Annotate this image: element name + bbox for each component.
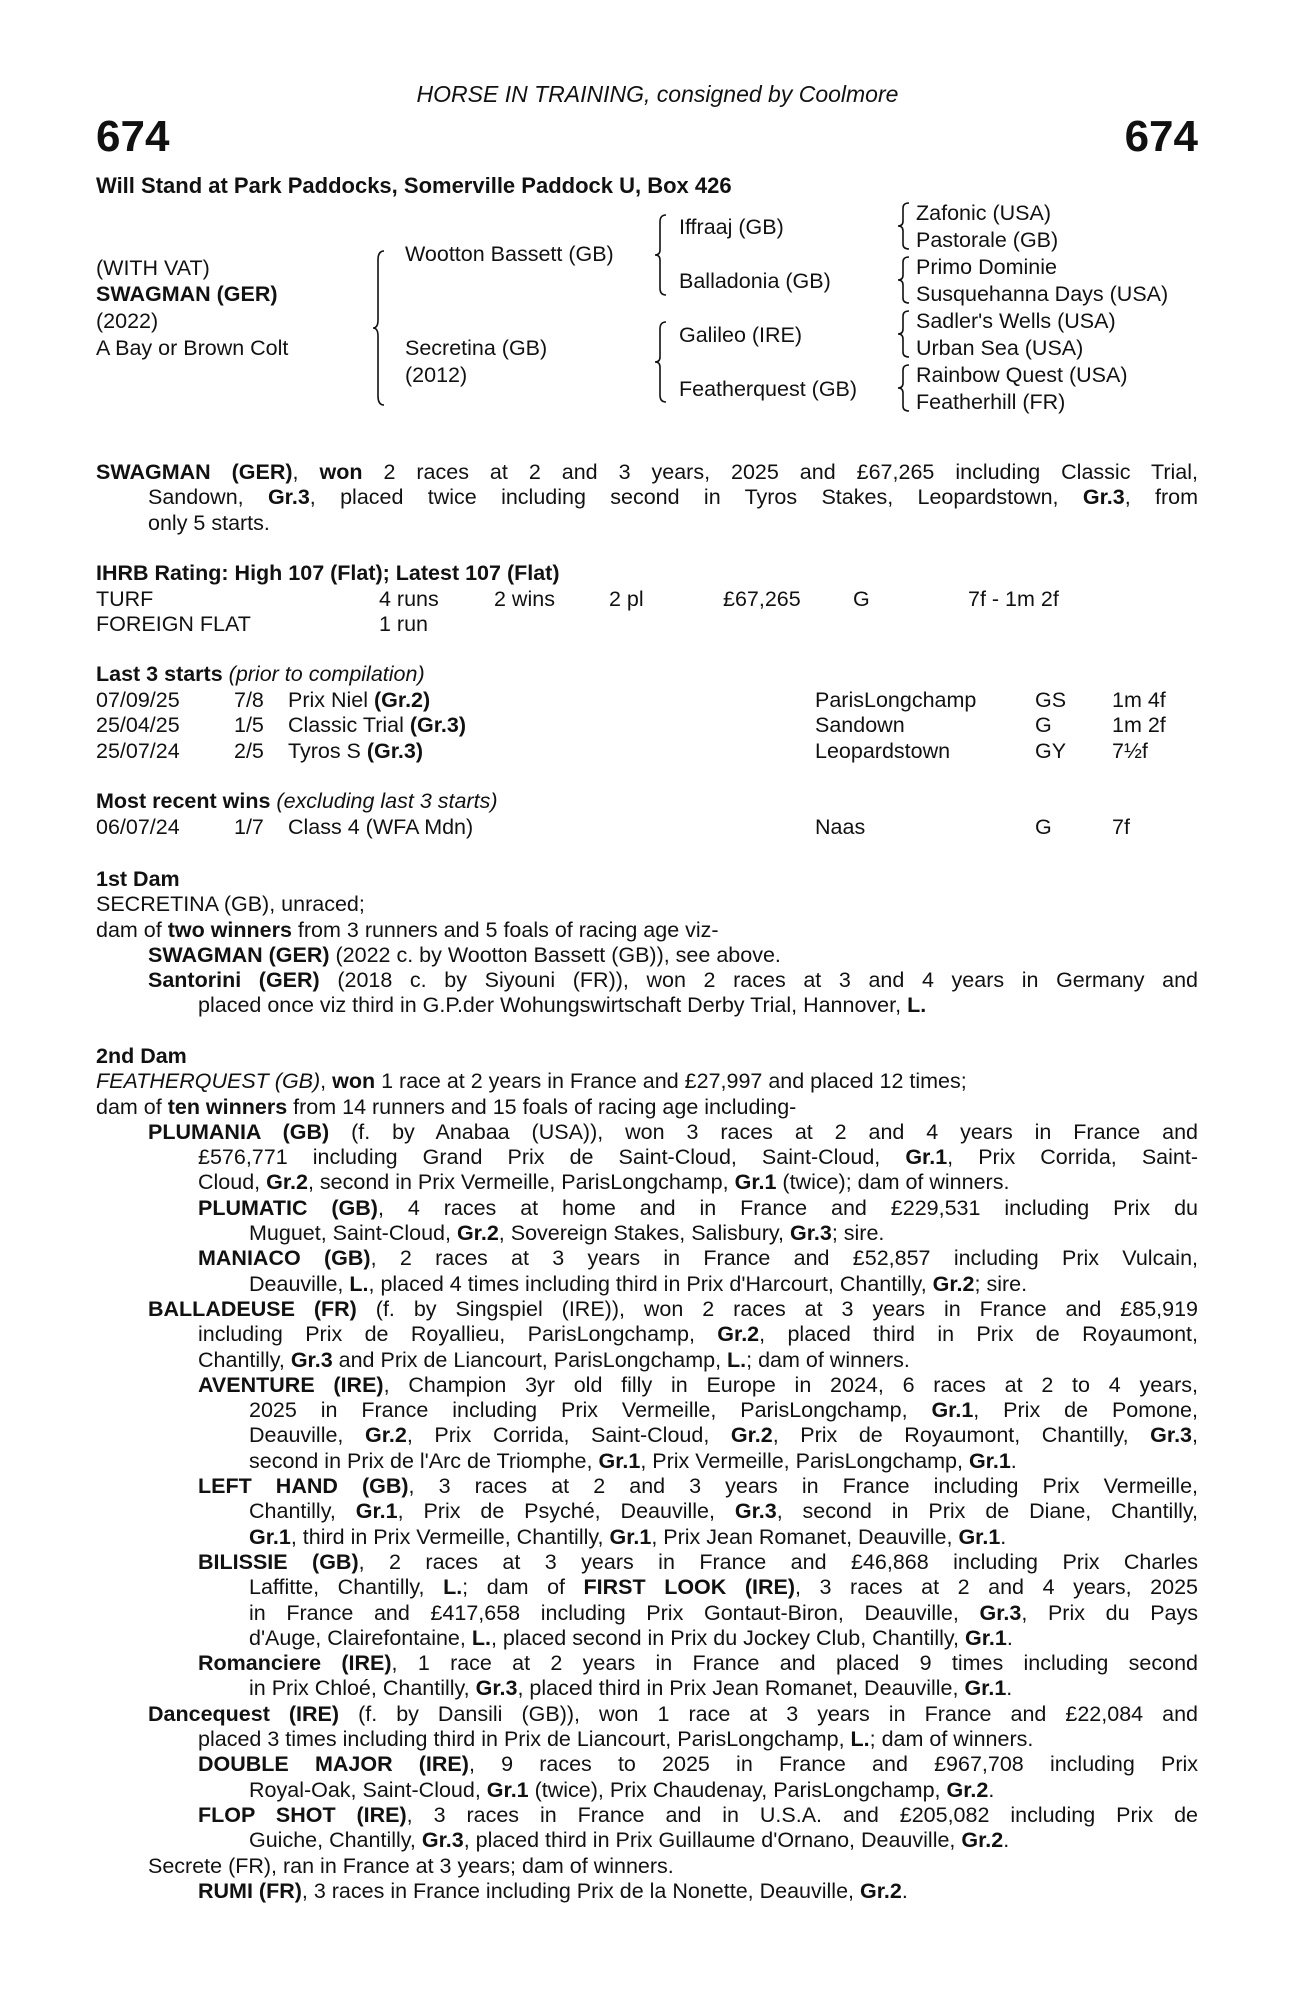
paragraph: [96, 1651, 1198, 1702]
start-course: ParisLongchamp: [815, 688, 977, 712]
paragraph: [96, 1803, 1198, 1854]
paragraph: [96, 968, 1198, 1019]
text: , 9 races to 2025 in France and £967,708 including Prix: [468, 1752, 1199, 1777]
paragraph: [96, 943, 1198, 968]
rating-prize: £67,265: [723, 587, 801, 611]
text: .: [1003, 1828, 1010, 1853]
text-line: [96, 460, 1198, 485]
second-dam-section: [96, 1044, 1198, 1904]
lot-number-left: 674: [96, 112, 170, 161]
text: , 3 races at 2 and 3 years in France including Prix Vermeille,: [408, 1474, 1198, 1499]
text-line: [249, 1398, 1198, 1423]
text: , placed second in Prix du Jockey Club, Chantilly,: [490, 1625, 965, 1650]
text: , placed 4 times including third in Prix d'Harcourt, Chantilly,: [368, 1271, 933, 1296]
text: (twice), Prix Chaudenay, ParisLongchamp,: [528, 1777, 947, 1802]
text: , 4 races at home and in France and £229,531 including Prix du: [377, 1195, 1198, 1220]
text: , 3 races in France and in U.S.A. and £205,082 including Prix de: [406, 1802, 1198, 1827]
text: only 5 starts.: [148, 510, 270, 535]
text: from 14 runners and 15 foals of racing age including-: [287, 1094, 797, 1119]
bold-text: Gr.1: [968, 1448, 1011, 1473]
paragraph: [96, 1120, 1198, 1196]
horse-description: A Bay or Brown Colt: [96, 336, 289, 360]
dam-brace-icon: [654, 321, 668, 403]
paragraph: [96, 1196, 1198, 1247]
text: .: [988, 1777, 995, 1802]
start-going: GY: [1035, 738, 1067, 763]
paragraph: [96, 1095, 1198, 1120]
text-line: [249, 1525, 1198, 1550]
bold-text: L.: [727, 1347, 747, 1372]
text-line: [96, 1095, 1198, 1120]
start-race: [288, 713, 466, 738]
text: , Prix du Pays: [1021, 1600, 1198, 1625]
text: .: [1010, 1448, 1017, 1473]
race-record-summary: [96, 460, 1198, 536]
text: including Prix de Royallieu, ParisLongchamp,: [198, 1322, 718, 1347]
bold-text: Gr.1: [355, 1499, 398, 1524]
bold-text: two winners: [167, 917, 292, 942]
bold-text: BALLADEUSE (FR): [148, 1296, 357, 1321]
bold-text: ten winners: [167, 1094, 288, 1119]
bold-text: FLOP SHOT (IRE): [198, 1802, 407, 1827]
bold-text: Gr.1: [964, 1676, 1007, 1701]
text-line: [249, 1221, 1198, 1246]
start-position: 1/5: [234, 713, 264, 738]
text: , Prix de Pomone,: [973, 1398, 1198, 1423]
text: , from: [1124, 485, 1198, 510]
text-line: [249, 1601, 1198, 1626]
start-date: 07/09/25: [96, 688, 180, 712]
bold-text: Gr.3: [290, 1347, 333, 1372]
text-line: [96, 918, 1198, 943]
paragraph: [96, 1550, 1198, 1651]
race-grade: (Gr.3): [366, 738, 424, 763]
text-line: [148, 943, 1198, 968]
dam: Secretina (GB): [405, 336, 548, 360]
catalogue-title: HORSE IN TRAINING, consigned by Coolmore: [416, 81, 899, 107]
start-going: G: [1035, 815, 1052, 839]
bold-text: Gr.3: [979, 1600, 1022, 1625]
text-line: [198, 1474, 1198, 1499]
gen4-ancestor: Featherhill (FR): [916, 390, 1066, 414]
race-name: Class 4 (WFA Mdn): [288, 815, 474, 839]
sire-brace-icon: [654, 214, 668, 296]
text-line: [198, 1727, 1198, 1752]
text: ; sire.: [974, 1271, 1028, 1296]
bold-text: SWAGMAN (GER): [96, 460, 293, 484]
text-line: [198, 1348, 1198, 1373]
gen4-ancestor: Primo Dominie: [916, 255, 1057, 279]
rating-heading: IHRB Rating: High 107 (Flat); Latest 107 (Flat): [96, 561, 560, 585]
text-line: [148, 1854, 1198, 1879]
text: , Prix Vermeille, ParisLongchamp,: [640, 1448, 969, 1473]
text: , Prix de Psyché, Deauville,: [397, 1499, 735, 1524]
paragraph: [96, 460, 1198, 536]
text: , 2 races at 3 years in France and £52,857 including Prix Vulcain,: [370, 1246, 1198, 1271]
bold-text: Gr.2: [717, 1322, 760, 1347]
bold-text: AVENTURE (IRE): [198, 1372, 384, 1397]
race-name: Classic Trial: [288, 713, 410, 738]
text: (2018 c. by Siyouni (FR)), won 2 races at 3 and 4 years in Germany and: [319, 968, 1198, 993]
bold-text: L.: [349, 1271, 369, 1296]
lot-number-right: 674: [1124, 112, 1198, 161]
race-grade: (Gr.2): [374, 688, 431, 712]
bold-text: Gr.2: [364, 1423, 407, 1448]
start-race: [288, 739, 423, 764]
text: ,: [1192, 1423, 1198, 1448]
bold-text: Dancequest (IRE): [148, 1701, 340, 1726]
gen4-ancestor: Rainbow Quest (USA): [916, 363, 1128, 387]
bold-text: L.: [443, 1575, 463, 1600]
text-line: [249, 1423, 1198, 1448]
bold-text: Gr.1: [931, 1398, 974, 1423]
start-course: Sandown: [815, 713, 905, 738]
text-line: [198, 1196, 1198, 1221]
text: d'Auge, Clairefontaine,: [249, 1625, 472, 1650]
horse-year: (2022): [96, 309, 159, 333]
text: 1 race at 2 years in France and £27,997 and placed 12 times;: [375, 1069, 967, 1094]
bold-text: Gr.2: [932, 1271, 975, 1296]
text: Royal-Oak, Saint-Cloud,: [249, 1777, 487, 1802]
paragraph: [96, 1297, 1198, 1373]
text: second in Prix de l'Arc de Triomphe,: [249, 1448, 599, 1473]
text: (twice); dam of winners.: [776, 1170, 1010, 1195]
text-line: [249, 1272, 1198, 1297]
text-line: [198, 1879, 1198, 1904]
text-line: [249, 1499, 1198, 1524]
text: , placed third in Prix de Royaumont,: [759, 1322, 1198, 1347]
text: placed 3 times including third in Prix de Liancourt, ParisLongchamp,: [198, 1727, 851, 1752]
text: , second in Prix Vermeille, ParisLongchamp,: [307, 1170, 735, 1195]
bold-text: Gr.3: [421, 1828, 464, 1853]
rating-placed: 2 pl: [609, 587, 644, 611]
start-position: 2/5: [234, 738, 264, 763]
recent-wins-heading-line: [96, 789, 497, 814]
recent-wins-note: (excluding last 3 starts): [276, 789, 498, 813]
start-race: [288, 815, 473, 840]
gen4-brace-icon: [897, 310, 911, 358]
paragraph: [96, 918, 1198, 943]
gen4-brace-icon: [897, 202, 911, 250]
rating-wins: 2 wins: [494, 587, 555, 611]
last-starts-heading: Last 3 starts: [96, 662, 223, 686]
bold-text: BILISSIE (GB): [198, 1549, 359, 1574]
text-line: [249, 1676, 1198, 1701]
text: Chantilly,: [249, 1499, 356, 1524]
rating-type: TURF: [96, 587, 154, 611]
gen4-ancestor: Zafonic (USA): [916, 201, 1052, 225]
start-going: G: [1035, 713, 1052, 738]
text-line: [148, 968, 1198, 993]
text: , placed third in Prix Jean Romanet, Deauville,: [517, 1676, 965, 1701]
text-line: [249, 1778, 1198, 1803]
text: , second in Prix de Diane, Chantilly,: [776, 1499, 1198, 1524]
text-line: [198, 993, 1198, 1018]
gen4-brace-icon: [897, 256, 911, 304]
first-dam-heading: 1st Dam: [96, 867, 180, 891]
bold-text: Gr.1: [958, 1524, 1001, 1549]
bold-text: Gr.2: [730, 1423, 773, 1448]
bold-text: L.: [907, 993, 927, 1018]
text: , Prix de Royaumont, Chantilly,: [772, 1423, 1151, 1448]
text: Deauville,: [249, 1271, 350, 1296]
gen4-ancestor: Urban Sea (USA): [916, 336, 1084, 360]
start-position: 7/8: [234, 688, 264, 712]
text-line: [249, 1626, 1198, 1651]
text: Muguet, Saint-Cloud,: [249, 1221, 457, 1246]
paragraph: [96, 1854, 1198, 1879]
text: ,: [320, 1069, 333, 1094]
text-line: [198, 1246, 1198, 1271]
bold-text: Gr.1: [249, 1524, 291, 1549]
text: and Prix de Liancourt, ParisLongchamp,: [332, 1347, 728, 1372]
text: Cloud,: [198, 1170, 267, 1195]
start-course: Leopardstown: [815, 738, 951, 763]
text-line: [148, 1702, 1198, 1727]
bold-text: L.: [850, 1727, 870, 1752]
text: placed once viz third in G.P.der Wohungswirtschaft Derby Trial, Hannover,: [198, 993, 908, 1018]
bold-text: Gr.2: [266, 1170, 308, 1195]
text-line: [198, 1803, 1198, 1828]
text: Guiche, Chantilly,: [249, 1828, 422, 1853]
bold-text: Gr.3: [1150, 1423, 1193, 1448]
text: dam of: [96, 917, 168, 942]
text-line: [198, 1373, 1198, 1398]
text: £576,771 including Grand Prix de Saint-Cloud, Saint-Cloud,: [198, 1145, 906, 1170]
bold-text: PLUMATIC (GB): [198, 1195, 378, 1220]
text: , 1 race at 2 years in France and placed 9 times including second: [391, 1651, 1198, 1676]
gen4-ancestor: Sadler's Wells (USA): [916, 309, 1116, 333]
text-line: [198, 1322, 1198, 1347]
rating-type: FOREIGN FLAT: [96, 612, 251, 636]
text-line: [148, 485, 1198, 510]
text: dam of: [96, 1094, 168, 1119]
bold-text: RUMI (FR): [198, 1878, 302, 1903]
rating-going: G: [853, 587, 870, 611]
last-starts-heading-line: [96, 662, 425, 687]
start-date: 06/07/24: [96, 815, 180, 839]
vat-note: (WITH VAT): [96, 256, 210, 280]
bold-text: Romanciere (IRE): [198, 1651, 392, 1676]
bold-text: Gr.2: [859, 1878, 902, 1903]
paragraph: [96, 1474, 1198, 1550]
text: , Prix Corrida, Saint-Cloud,: [406, 1423, 731, 1448]
text: ; dam of: [462, 1575, 584, 1600]
text: in France and £417,658 including Prix Gontaut-Biron, Deauville,: [249, 1600, 980, 1625]
text-line: [148, 1297, 1198, 1322]
bold-text: Gr.2: [456, 1221, 499, 1246]
text: in Prix Chloé, Chantilly,: [249, 1676, 476, 1701]
race-name: Prix Niel: [288, 688, 375, 712]
last-starts-note: (prior to compilation): [228, 662, 425, 686]
race-name: Tyros S: [288, 738, 367, 763]
text-line: [148, 511, 1198, 536]
bold-text: Gr.3: [734, 1499, 777, 1524]
text: , 2 races at 3 years in France and £46,868 including Prix Charles: [358, 1549, 1198, 1574]
bold-text: Gr.1: [598, 1448, 641, 1473]
text-line: [249, 1828, 1198, 1853]
rating-distance: 7f - 1m 2f: [968, 587, 1059, 611]
paragraph: [96, 1069, 1198, 1094]
paragraph: [96, 1373, 1198, 1474]
bold-text: SWAGMAN (GER): [148, 942, 330, 967]
bold-text: DOUBLE MAJOR (IRE): [198, 1752, 469, 1777]
text: from 3 runners and 5 foals of racing age viz-: [291, 917, 719, 942]
text: .: [901, 1878, 908, 1903]
recent-wins-heading: Most recent wins: [96, 789, 271, 813]
text-line: [198, 1651, 1198, 1676]
start-race: [288, 688, 430, 713]
start-course: Naas: [815, 815, 866, 839]
text: 2025 in France including Prix Vermeille, ParisLongchamp,: [249, 1398, 932, 1423]
bold-text: Gr.3: [475, 1676, 518, 1701]
text: (f. by Singspiel (IRE)), won 2 races at 3 years in France and £85,919: [356, 1296, 1199, 1321]
rating-runs: 1 run: [379, 612, 429, 636]
text: (f. by Dansili (GB)), won 1 race at 3 years in France and £22,084 and: [339, 1701, 1198, 1726]
text: ; sire.: [831, 1221, 885, 1246]
text-line: [198, 1145, 1198, 1170]
text: .: [1000, 1524, 1007, 1549]
bold-text: Gr.1: [609, 1524, 652, 1549]
start-distance: 1m 2f: [1112, 713, 1166, 738]
dam-sire: Galileo (IRE): [679, 323, 803, 347]
text: , Prix Jean Romanet, Deauville,: [651, 1524, 959, 1549]
start-going: GS: [1035, 688, 1067, 712]
start-distance: 1m 4f: [1112, 688, 1166, 712]
pedigree-brace-icon: [372, 250, 386, 406]
text: ; dam of winners.: [869, 1727, 1034, 1752]
bold-text: Gr.1: [905, 1145, 948, 1170]
bold-text: Gr.1: [486, 1777, 529, 1802]
text-line: [249, 1449, 1198, 1474]
text: .: [1006, 1676, 1013, 1701]
text: , placed third in Prix Guillaume d'Ornano, Deauville,: [463, 1828, 962, 1853]
italic-text: FEATHERQUEST (GB): [96, 1069, 321, 1094]
bold-text: Gr.3: [1082, 485, 1125, 510]
bold-text: LEFT HAND (GB): [198, 1474, 409, 1499]
race-grade: (Gr.3): [409, 713, 467, 738]
sire-sire: Iffraaj (GB): [679, 215, 784, 239]
text: SECRETINA (GB), unraced;: [96, 892, 365, 917]
start-distance: 7½f: [1112, 738, 1148, 763]
text: Chantilly,: [198, 1347, 291, 1372]
bold-text: Gr.3: [267, 485, 310, 510]
text-line: [198, 1550, 1198, 1575]
paragraph: [96, 1879, 1198, 1904]
bold-text: PLUMANIA (GB): [148, 1119, 330, 1144]
text: Laffitte, Chantilly,: [249, 1575, 444, 1600]
bold-text: Gr.3: [789, 1221, 832, 1246]
bold-text: FIRST LOOK (IRE): [583, 1575, 796, 1600]
bold-text: Gr.1: [964, 1625, 1007, 1650]
paragraph: [96, 1246, 1198, 1297]
bold-text: Gr.1: [734, 1170, 777, 1195]
sire-dam: Balladonia (GB): [679, 269, 831, 293]
dam-dam: Featherquest (GB): [679, 377, 858, 401]
text: , placed twice including second in Tyros Stakes, Leopardstown,: [309, 485, 1083, 510]
text: (f. by Anabaa (USA)), won 3 races at 2 and 4 years in France and: [329, 1119, 1198, 1144]
paragraph: [96, 892, 1198, 917]
text: , third in Prix Vermeille, Chantilly,: [290, 1524, 610, 1549]
text: ; dam of winners.: [746, 1347, 910, 1372]
text: Sandown,: [148, 485, 268, 510]
bold-text: Gr.2: [961, 1828, 1004, 1853]
bold-text: L.: [471, 1625, 491, 1650]
start-distance: 7f: [1112, 815, 1130, 839]
start-date: 25/04/25: [96, 713, 180, 738]
gen4-ancestor: Pastorale (GB): [916, 228, 1059, 252]
paragraph: [96, 1702, 1198, 1753]
text: , 3 races in France including Prix de la Nonette, Deauville,: [301, 1878, 860, 1903]
text-line: [198, 1752, 1198, 1777]
text: (2022 c. by Wootton Bassett (GB)), see above.: [329, 942, 781, 967]
second-dam-heading: 2nd Dam: [96, 1044, 187, 1068]
text-line: [96, 1069, 1198, 1094]
paragraph: [96, 1752, 1198, 1803]
text-line: [198, 1170, 1198, 1195]
text-line: [148, 1120, 1198, 1145]
text-line: [96, 892, 1198, 917]
text-line: [249, 1575, 1198, 1600]
first-dam-section: [96, 867, 1198, 1019]
text: , Prix Corrida, Saint-: [947, 1145, 1198, 1170]
dam-year: (2012): [405, 363, 468, 387]
start-position: 1/7: [234, 815, 264, 839]
gen4-ancestor: Susquehanna Days (USA): [916, 282, 1169, 306]
bold-text: won: [319, 460, 363, 484]
bold-text: Gr.2: [946, 1777, 989, 1802]
text: ,: [292, 460, 320, 484]
text: , Champion 3yr old filly in Europe in 2024, 6 races at 2 to 4 years,: [383, 1372, 1198, 1397]
gen4-brace-icon: [897, 364, 911, 412]
text: .: [1006, 1625, 1013, 1650]
rating-runs: 4 runs: [379, 587, 439, 611]
bold-text: Santorini (GER): [148, 968, 320, 993]
start-date: 25/07/24: [96, 738, 180, 763]
text: , 3 races at 2 and 4 years, 2025: [795, 1575, 1198, 1600]
sire: Wootton Bassett (GB): [405, 242, 614, 266]
text: 2 races at 2 and 3 years, 2025 and £67,265 including Classic Trial,: [362, 460, 1199, 484]
bold-text: MANIACO (GB): [198, 1246, 371, 1271]
text: Deauville,: [249, 1423, 365, 1448]
stand-location: Will Stand at Park Paddocks, Somerville Paddock U, Box 426: [96, 173, 732, 198]
text: Secrete (FR), ran in France at 3 years; dam of winners.: [148, 1853, 674, 1878]
text: , Sovereign Stakes, Salisbury,: [498, 1221, 790, 1246]
horse-name: SWAGMAN (GER): [96, 282, 278, 306]
bold-text: won: [332, 1069, 376, 1094]
